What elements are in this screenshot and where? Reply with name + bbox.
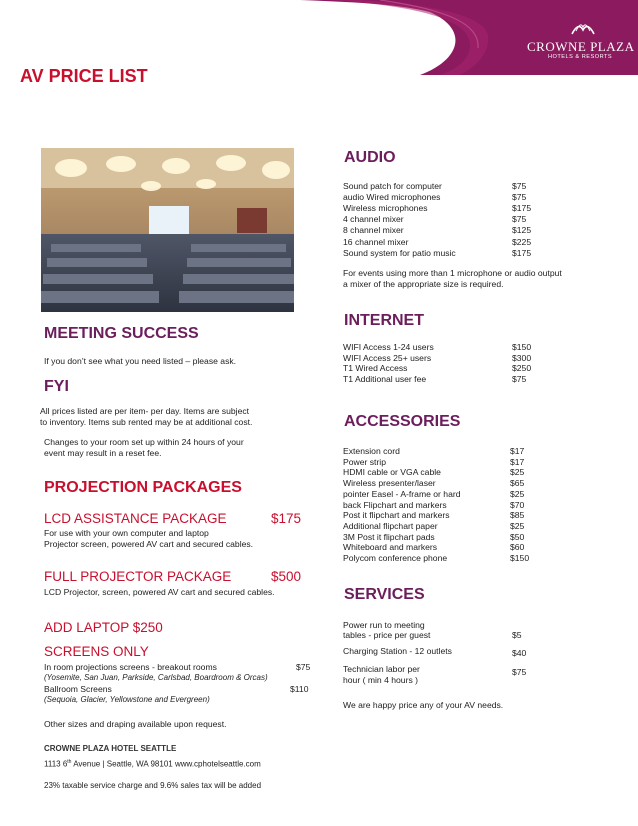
screens-item-1-price: $75 [296,662,311,672]
accessories-item-label: HDMI cable or VGA cable [343,467,441,478]
accessories-item-price: $25 [510,467,525,478]
accessories-item-price: $70 [510,499,525,510]
banner-swoosh [0,0,638,75]
accessories-item-label: Extension cord [343,446,400,456]
accessories-item-label: Post it flipchart and markers [343,510,450,521]
services-item-3a: Technician labor per [343,664,420,674]
accessories-item-label: pointer Easel - A-frame or hard [343,488,461,499]
accessories-item-price: $17 [510,456,525,467]
services-heading: SERVICES [344,586,425,603]
audio-item-price: $125 [512,225,532,236]
audio-item-label: Sound patch for computer [343,181,442,191]
full-package-title: FULL PROJECTOR PACKAGE [44,569,232,584]
meeting-success-text: If you don’t see what you need listed – please ask. [44,356,237,366]
internet-item-label: T1 Wired Access [343,363,408,374]
audio-item-label: Wireless microphones [343,203,428,214]
internet-item-price: $150 [512,342,532,352]
brand-tagline: HOTELS & RESORTS [548,54,613,60]
screens-item-2-price: $110 [290,684,309,694]
internet-heading: INTERNET [344,312,424,329]
services-item-2-price: $40 [512,648,527,658]
audio-item-label: 8 channel mixer [343,225,404,236]
full-package-desc: LCD Projector, screen, powered AV cart and secured cables. [44,587,275,597]
accessories-item-label: Polycom conference phone [343,553,448,563]
fyi-line-2: to inventory. Items sub rented may be at additional cost. [40,417,253,427]
accessories-item-label: Power strip [343,456,386,467]
hotel-name: CROWNE PLAZA HOTEL SEATTLE [44,744,177,753]
meeting-success-heading: MEETING SUCCESS [44,325,199,342]
fyi-line-4: event may result in a reset fee. [44,448,162,458]
screens-other: Other sizes and draping available upon request. [44,719,227,729]
accessories-item-price: $85 [510,510,525,521]
screens-item-2-note: (Sequoia, Glacier, Yellowstone and Evergreen) [44,695,210,704]
lcd-package-desc-2: Projector screen, powered AV cart and secured cables. [44,539,254,549]
accessories-item-label: 3M Post it flipchart pads [343,531,435,542]
audio-item-price: $225 [512,236,532,247]
services-closing: We are happy price any of your AV needs. [343,700,504,710]
audio-item-price: $75 [512,181,527,191]
fyi-line-1: All prices listed are per item- per day. Items are subject [40,406,250,416]
audio-item-label: 16 channel mixer [343,236,409,247]
lcd-package-price: $175 [271,511,302,526]
page-title: AV PRICE LIST [20,66,148,86]
accessories-item-price: $25 [510,488,525,499]
accessories-item-label: Wireless presenter/laser [343,478,436,489]
accessories-item-price: $65 [510,478,525,489]
projection-heading: PROJECTION PACKAGES [44,479,242,496]
accessories-item-price: $17 [510,446,525,456]
accessories-item-price: $60 [510,542,525,553]
audio-item-price: $75 [512,192,527,203]
fyi-heading: FYI [44,378,69,395]
services-item-1-price: $5 [512,630,522,640]
lcd-package-title: LCD ASSISTANCE PACKAGE [44,511,227,526]
audio-note-2: a mixer of the appropriate size is required. [343,279,504,289]
header-banner [0,0,638,75]
accessories-item-price: $25 [510,520,525,531]
crown-logo-icon [570,20,596,36]
services-item-3b: hour ( min 4 hours ) [343,675,418,685]
address-number: 1113 6 [44,759,68,769]
full-package-price: $500 [271,569,302,584]
services-item-3-price: $75 [512,667,527,677]
audio-item-price: $175 [512,203,532,214]
services-item-2: Charging Station - 12 outlets [343,646,452,656]
meeting-room-photo [41,148,294,312]
screens-item-2: Ballroom Screens [44,684,112,694]
add-laptop: ADD LAPTOP $250 [44,620,163,635]
internet-item-price: $300 [512,352,532,363]
accessories-item-label: Additional flipchart paper [343,520,438,531]
internet-item-price: $75 [512,373,527,384]
accessories-item-price: $150 [510,553,530,563]
accessories-heading: ACCESSORIES [344,413,461,430]
audio-item-label: audio Wired microphones [343,192,441,203]
screens-item-1-note: (Yosemite, San Juan, Parkside, Carlsbad, Boardroom & Orcas) [44,673,268,682]
audio-item-label: 4 channel mixer [343,214,404,225]
internet-item-label: WIFI Access 1-24 users [343,342,434,352]
tax-note: 23% taxable service charge and 9.6% sales tax will be added [44,781,262,790]
audio-heading: AUDIO [344,149,396,166]
accessories-item-price: $50 [510,531,525,542]
fyi-line-3: Changes to your room set up within 24 hours of your [44,437,244,447]
audio-item-price: $175 [512,247,532,258]
audio-item-price: $75 [512,214,527,225]
audio-note-1: For events using more than 1 microphone or audio output [343,268,562,278]
accessories-item-label: back Flipchart and markers [343,499,447,510]
brand-name: CROWNE PLAZA [527,39,635,54]
internet-item-price: $250 [512,363,532,374]
accessories-item-label: Whiteboard and markers [343,542,438,553]
address-superscript: th [67,759,72,765]
screens-heading: SCREENS ONLY [44,644,149,659]
services-item-1a: Power run to meeting [343,620,425,630]
hotel-address [44,757,261,770]
audio-item-label: Sound system for patio music [343,247,456,258]
internet-item-label: WIFI Access 25+ users [343,352,432,363]
screens-item-1: In room projections screens - breakout rooms [44,662,217,672]
lcd-package-desc-1: For use with your own computer and laptop [44,528,209,538]
address-rest: Avenue | Seattle, WA 98101 www.cphotelseattle.com [71,759,261,769]
internet-item-label: T1 Additional user fee [343,373,427,384]
services-item-1b: tables - price per guest [343,630,431,640]
